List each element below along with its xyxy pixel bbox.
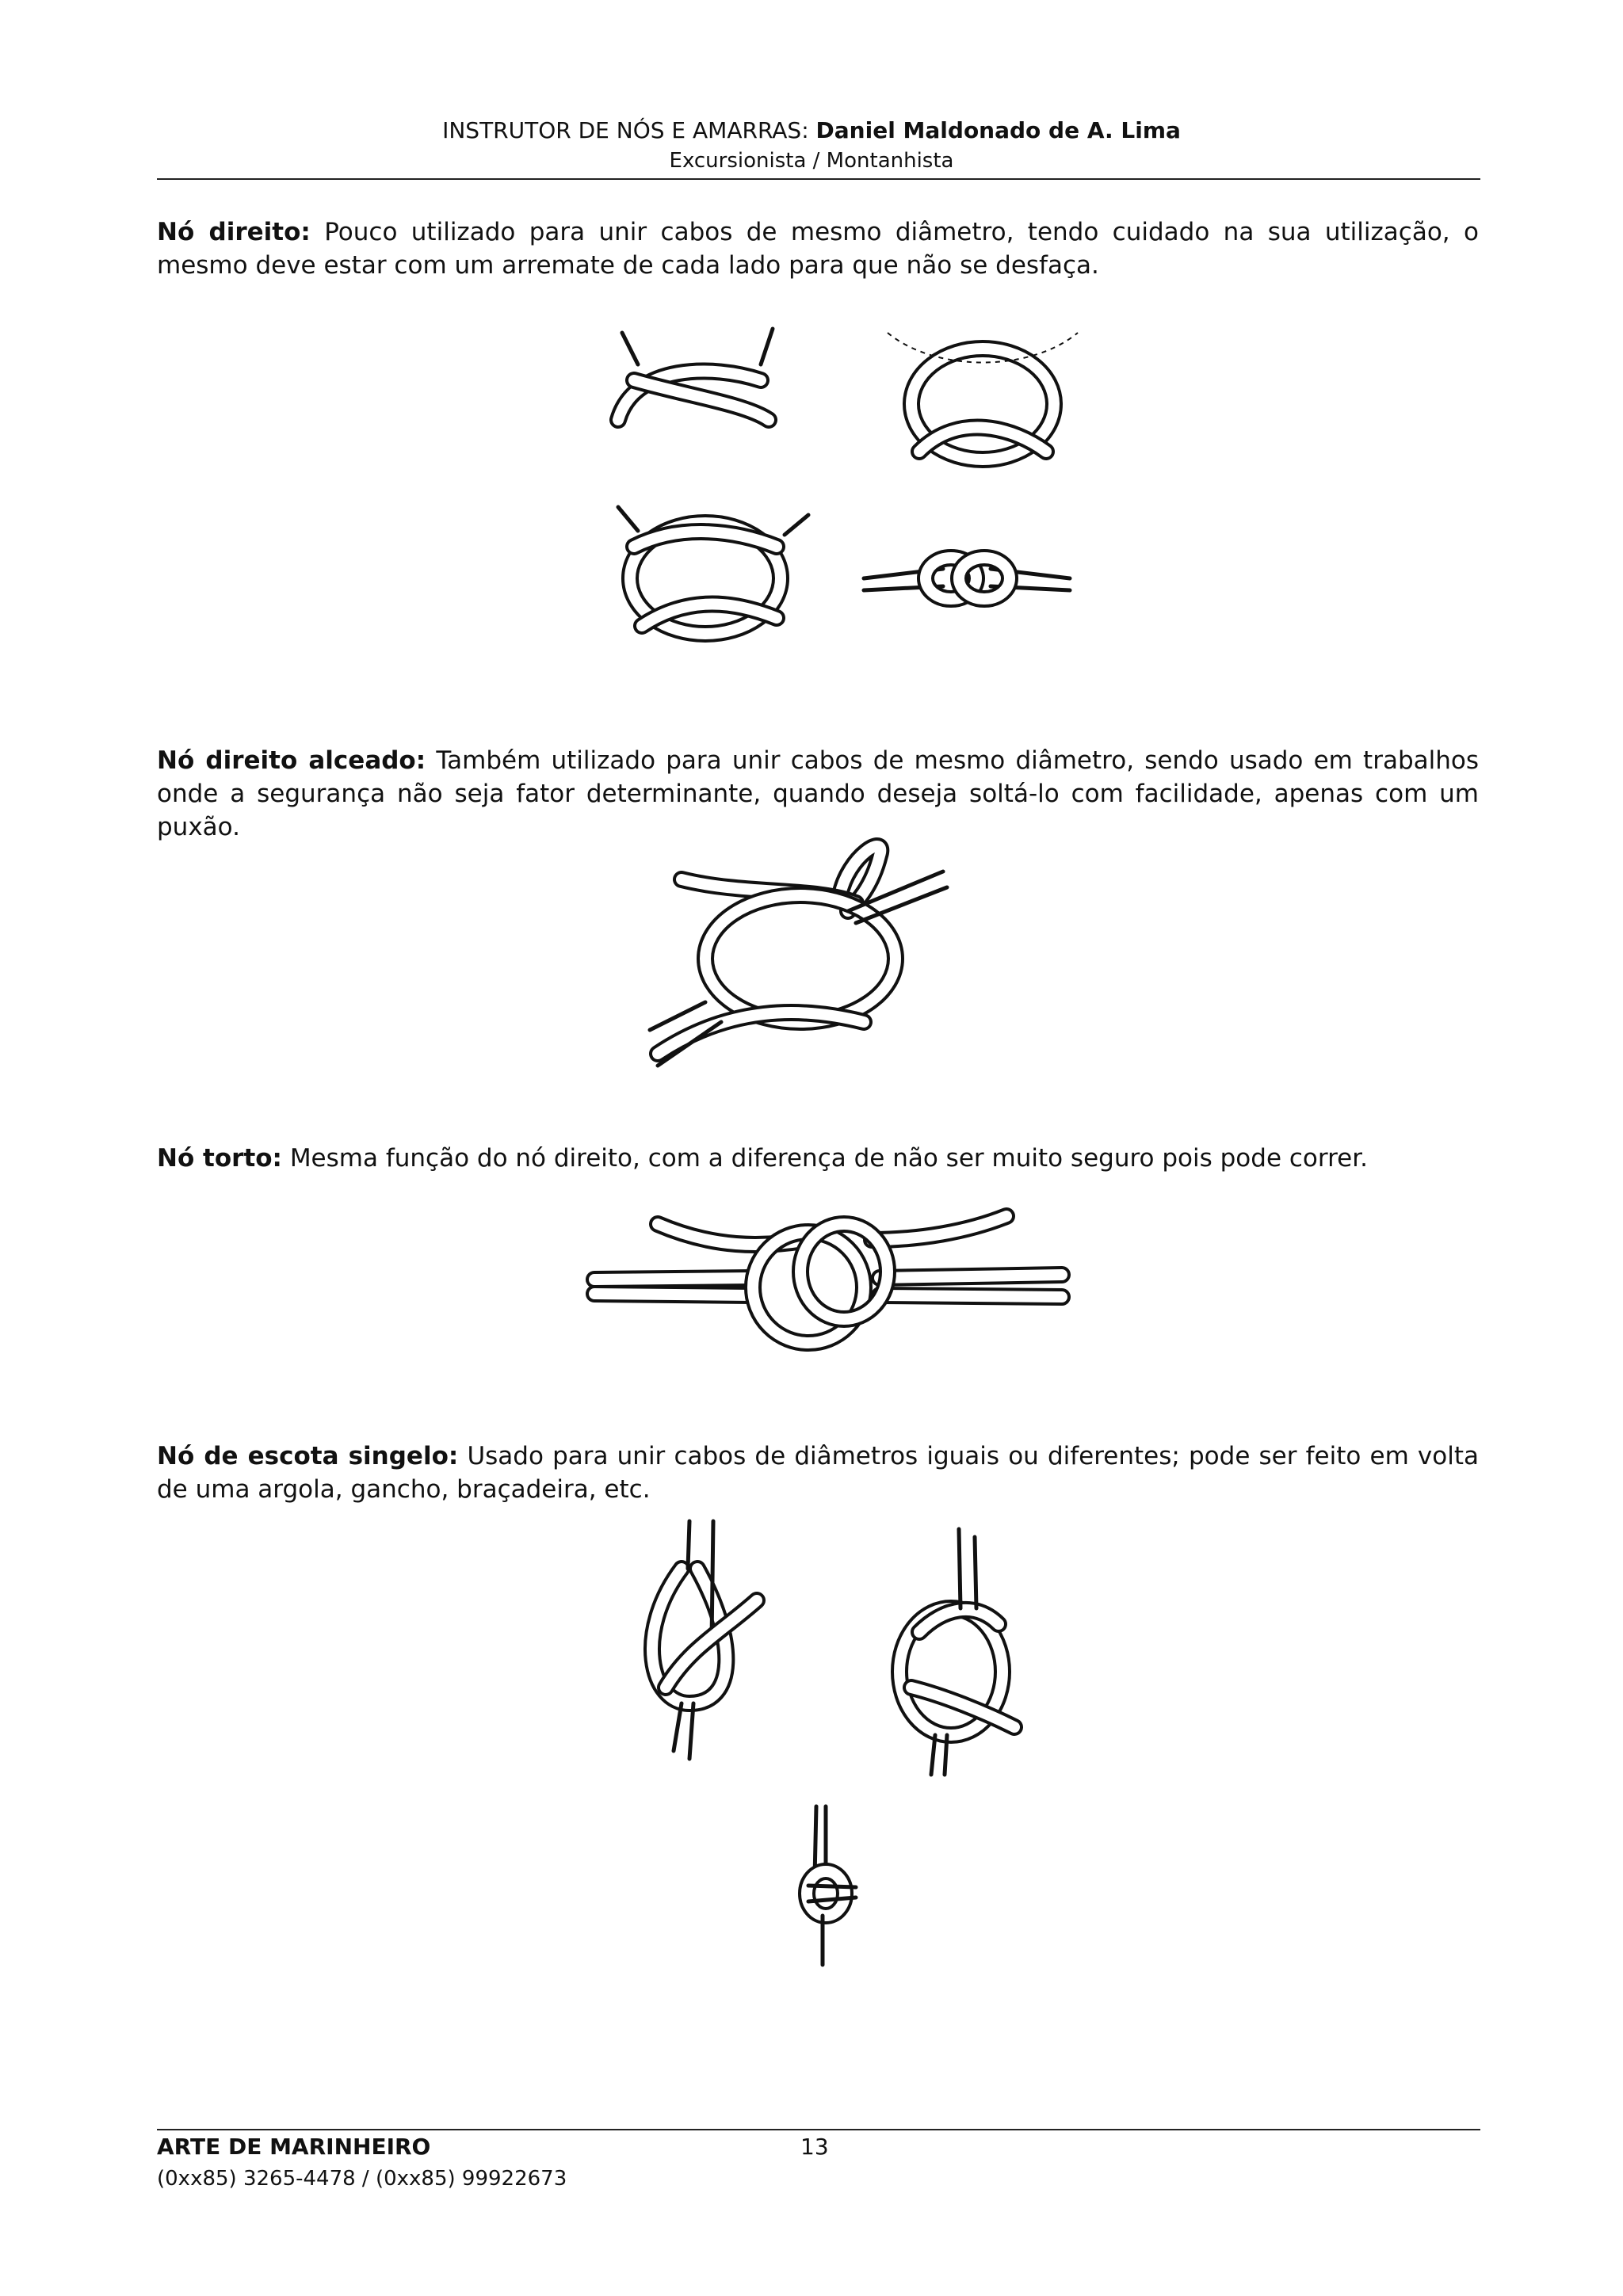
page-header-title: [0, 117, 1623, 144]
page-number: 13: [800, 2134, 829, 2160]
figure-no-direito-alceado: [642, 824, 951, 1077]
sheet-bend-step-3: [807, 1806, 856, 1965]
figure-no-de-escota-singelo: [618, 1513, 1046, 1973]
sheet-bend-step-1: [652, 1521, 757, 1759]
section-term: Nó direito alceado:: [157, 746, 426, 775]
section-text: Também utilizado para unir cabos de mesmo diâmetro, sendo usado em trabalhos onde a segurança não seja fator determinante, quando deseja soltá-lo com facilidade, apenas com um puxão.: [157, 746, 1480, 841]
header-rule: [157, 178, 1480, 180]
header-prefix: INSTRUTOR DE NÓS E AMARRAS:: [442, 117, 809, 143]
header-author: Daniel Maldonado de A. Lima: [815, 117, 1181, 143]
square-knot-step-1: [618, 329, 773, 420]
section-no-torto: [157, 1142, 1479, 1175]
section-no-de-escota-singelo: [157, 1440, 1479, 1506]
section-term: Nó direito:: [157, 218, 311, 246]
footer-phones: (0xx85) 3265-4478 / (0xx85) 99922673: [157, 2167, 567, 2191]
section-text: Mesma função do nó direito, com a diferença de não ser muito seguro pois pode correr.: [289, 1144, 1368, 1173]
section-term: Nó torto:: [157, 1144, 282, 1173]
footer-rule: [157, 2129, 1480, 2130]
square-knot-step-2: [888, 333, 1078, 460]
footer-title: ARTE DE MARINHEIRO: [157, 2134, 431, 2160]
section-text: Pouco utilizado para unir cabos de mesmo diâmetro, tendo cuidado na sua utilização, o mesmo deve estar com um arremate de cada lado para que não se desfaça.: [157, 218, 1479, 280]
section-text: Usado para unir cabos de diâmetros iguais ou diferentes; pode ser feito em volta de uma argola, gancho, braçadeira, etc.: [157, 1442, 1480, 1504]
page-header-subtitle: Excursionista / Montanhista: [669, 149, 954, 173]
section-term: Nó de escota singelo:: [157, 1442, 459, 1470]
sheet-bend-step-2: [899, 1529, 1014, 1775]
figure-no-torto: [555, 1192, 1078, 1398]
square-knot-step-4: [864, 558, 1070, 599]
square-knot-step-3: [618, 507, 808, 634]
section-no-direito: [157, 215, 1479, 282]
figure-no-direito-steps: [602, 317, 1094, 666]
